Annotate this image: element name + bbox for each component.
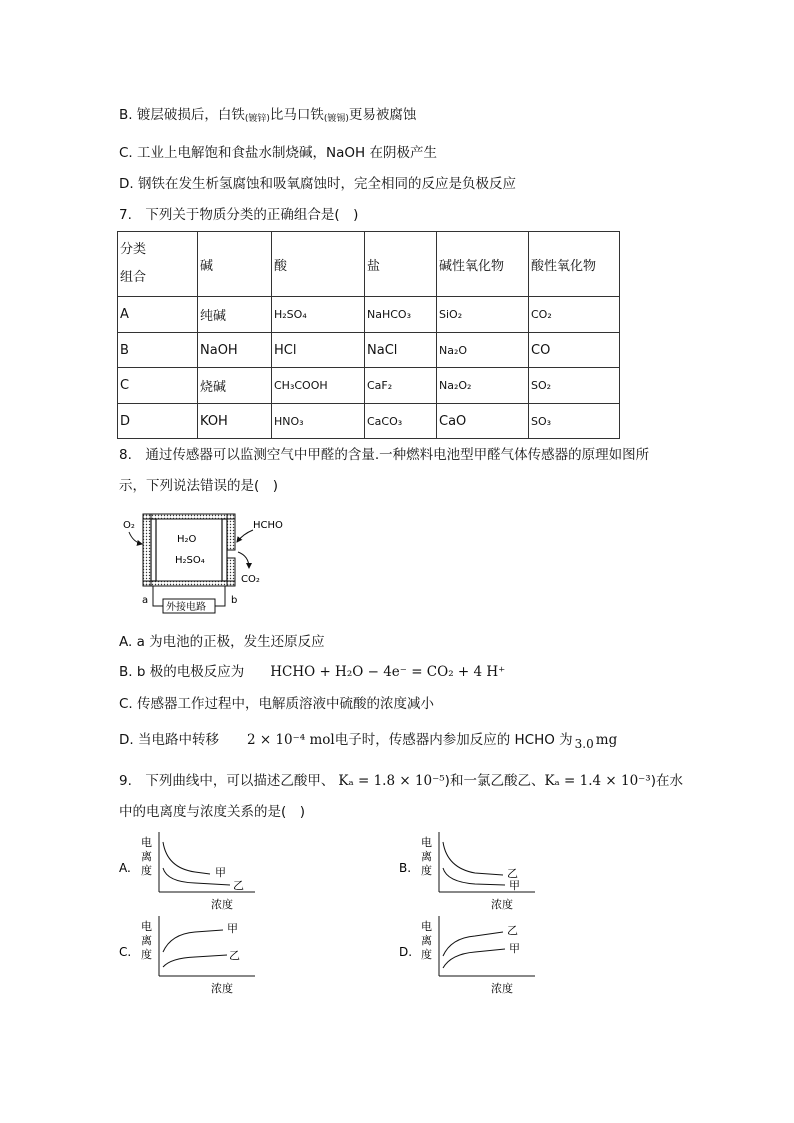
header-acidic-oxide: 酸性氧化物 [529, 232, 620, 297]
curve-label-bottom: 甲 [509, 879, 520, 892]
curve-label-bottom: 乙 [229, 949, 240, 962]
cell-salt: CaF₂ [365, 368, 437, 404]
cell-acidic-oxide: CO [529, 333, 620, 368]
circuit-wire [215, 586, 225, 606]
cell-base: 烧碱 [198, 368, 272, 404]
cell-base: NaOH [198, 333, 272, 368]
row-label: C [118, 368, 198, 404]
y-label: 离 [141, 934, 152, 947]
option-c-q6: C. 工业上电解饱和食盐水制烧碱，NaOH 在阴极产生 [119, 145, 437, 161]
option-text: 比马口铁 [269, 107, 324, 123]
curve-label-top: 甲 [227, 922, 238, 935]
x-label: 浓度 [211, 982, 233, 995]
header-basic-oxide: 碱性氧化物 [437, 232, 529, 297]
label-b: b [231, 595, 238, 606]
panel-letter: B. [399, 861, 412, 875]
row-label: A [118, 297, 198, 333]
electrode-a [151, 519, 156, 581]
y-label: 度 [421, 864, 432, 877]
row-label: B [118, 333, 198, 368]
header-category: 分类 组合 [118, 232, 198, 297]
cell-acidic-oxide: SO₃ [529, 404, 620, 439]
label-a: a [142, 595, 149, 606]
cell-basic-oxide: Na₂O₂ [437, 368, 529, 404]
cell-basic-oxide: Na₂O [437, 333, 529, 368]
curve-label-top: 乙 [507, 867, 518, 880]
curve-top [443, 842, 503, 875]
y-label: 离 [421, 850, 432, 863]
option-text: B. b 极的电极反应为 [119, 664, 245, 680]
graph-panel-d [395, 912, 545, 997]
cell-wall-left [143, 514, 151, 586]
q8-option-d [119, 734, 617, 750]
cell-top [143, 514, 235, 519]
mass-unit: mg [595, 732, 618, 748]
table-row [118, 297, 620, 333]
curve-bottom [443, 868, 505, 885]
row-label: D [118, 404, 198, 439]
x-label: 浓度 [491, 982, 513, 995]
cell-salt: NaCl [365, 333, 437, 368]
hcho-arrow [237, 530, 253, 542]
cell-acidic-oxide: CO₂ [529, 297, 620, 333]
cell-salt: NaHCO₃ [365, 297, 437, 333]
q8-option-b [119, 666, 505, 680]
ka-value-1: Kₐ = 1.8 × 10⁻⁵ [338, 773, 445, 789]
circuit-wire [153, 586, 163, 606]
option-d-q6: D. 钢铁在发生析氢腐蚀和吸氧腐蚀时，完全相同的反应是负极反应 [119, 176, 516, 192]
graph-panel-c [115, 912, 265, 997]
fuel-cell-diagram [115, 508, 295, 616]
stem-text: )和一氯乙酸乙、 [444, 773, 545, 789]
electrode-equation: HCHO + H₂O − 4e⁻ = CO₂ + 4 H⁺ [270, 664, 506, 680]
label-co2: CO₂ [241, 574, 260, 585]
question-8-stem-line1: 8. 通过传感器可以监测空气中甲醛的含量.一种燃料电池型甲醛气体传感器的原理如图所 [119, 447, 650, 463]
x-label: 浓度 [211, 898, 233, 911]
stem-text: 9. 下列曲线中，可以描述乙酸甲、 [119, 773, 335, 789]
classification-table [117, 231, 620, 439]
cell-base: 纯碱 [198, 297, 272, 333]
option-subnote: (镀锡) [323, 114, 349, 124]
cell-acid: HNO₃ [272, 404, 365, 439]
y-label: 离 [421, 934, 432, 947]
y-label: 离 [141, 850, 152, 863]
option-b-q6 [119, 109, 416, 124]
cell-basic-oxide: SiO₂ [437, 297, 529, 333]
cell-basic-oxide: CaO [437, 404, 529, 439]
mass-value: 3.0 [574, 737, 594, 751]
question-9-stem-line1 [119, 775, 683, 789]
q8-option-c: C. 传感器工作过程中，电解质溶液中硫酸的浓度减小 [119, 696, 435, 712]
label-hcho: HCHO [253, 520, 283, 531]
y-label: 度 [141, 948, 152, 961]
curve-label-bottom: 甲 [509, 942, 520, 955]
y-label: 电 [141, 920, 152, 933]
ka-value-2: Kₐ = 1.4 × 10⁻³ [544, 773, 651, 789]
table-row [118, 368, 620, 404]
label-circuit: 外接电路 [166, 602, 206, 613]
y-label: 电 [141, 836, 152, 849]
co2-arrow [238, 552, 249, 568]
x-label: 浓度 [491, 898, 513, 911]
y-label: 电 [421, 920, 432, 933]
y-label: 度 [141, 864, 152, 877]
y-label: 度 [421, 948, 432, 961]
electrode-b [222, 519, 227, 581]
curve-label-bottom: 乙 [233, 879, 244, 892]
graph-panel-a [115, 828, 265, 913]
cell-acid: HCl [272, 333, 365, 368]
question-9-stem-line2: 中的电离度与浓度关系的是( ) [119, 804, 306, 820]
graph-panel-b [395, 828, 545, 913]
label-h2so4: H₂SO₄ [175, 555, 205, 566]
label-o2: O₂ [123, 520, 135, 531]
curve-top [163, 930, 223, 952]
cell-acid: H₂SO₄ [272, 297, 365, 333]
curve-label-top: 甲 [215, 866, 226, 879]
table-row [118, 333, 620, 368]
option-subnote: (镀锌) [244, 114, 270, 124]
q8-option-a: A. a 为电池的正极，发生还原反应 [119, 634, 325, 650]
option-text: B. 镀层破损后，白铁 [119, 107, 245, 123]
cell-acid: CH₃COOH [272, 368, 365, 404]
question-7-stem: 7. 下列关于物质分类的正确组合是( ) [119, 207, 359, 223]
curve-top [163, 842, 210, 874]
curve-bottom [163, 955, 227, 967]
table-header-row [118, 232, 620, 297]
stem-text: )在水 [650, 773, 684, 789]
header-salt: 盐 [365, 232, 437, 297]
panel-letter: C. [119, 945, 132, 959]
question-8-stem-line2: 示，下列说法错误的是( ) [119, 478, 279, 494]
option-text: D. 当电路中转移 [119, 732, 219, 748]
cell-salt: CaCO₃ [365, 404, 437, 439]
table-row [118, 404, 620, 439]
option-text: 更易被腐蚀 [348, 107, 417, 123]
panel-letter: D. [399, 945, 413, 959]
cell-bottom [143, 581, 235, 586]
cell-base: KOH [198, 404, 272, 439]
label-h2o: H₂O [177, 534, 197, 545]
y-label: 电 [421, 836, 432, 849]
panel-letter: A. [119, 861, 131, 875]
option-text: 电子时，传感器内参加反应的 HCHO 为 [334, 732, 573, 748]
curve-label-top: 乙 [507, 924, 518, 937]
o2-arrow [129, 532, 142, 544]
header-acid: 酸 [272, 232, 365, 297]
electron-amount: 2 × 10⁻⁴ mol [246, 732, 335, 748]
curve-bottom [443, 949, 505, 968]
cell-acidic-oxide: SO₂ [529, 368, 620, 404]
header-base: 碱 [198, 232, 272, 297]
